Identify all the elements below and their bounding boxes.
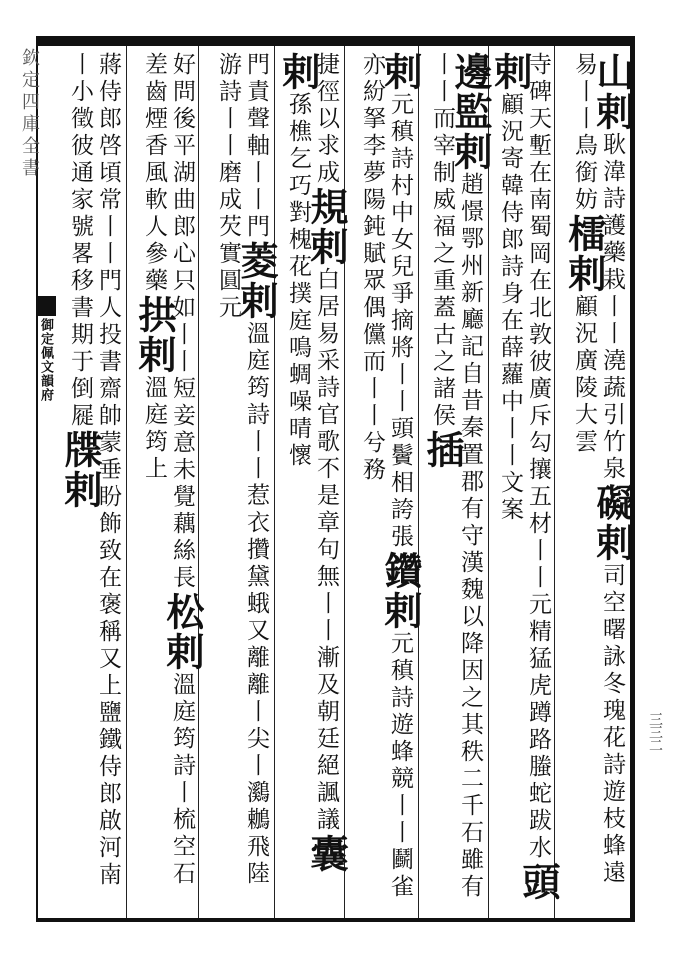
- entry-headword: 松剌: [160, 592, 205, 672]
- entry-headword: 邊監剌: [448, 52, 493, 172]
- entry-gloss: 司空曙詠冬瑰花詩遊枝蜂遠易丨丨鳥銜妨: [571, 52, 625, 887]
- page-frame-right-border: [630, 36, 635, 922]
- column-rule: [418, 46, 419, 918]
- text-column: [488, 52, 561, 912]
- column-rule: [488, 46, 489, 918]
- page-frame-bottom-border: [36, 918, 634, 922]
- text-column: [132, 52, 205, 912]
- column-rule: [126, 46, 127, 918]
- fish-tail-mark: [36, 296, 56, 316]
- text-column: [560, 52, 635, 912]
- text-column: [350, 52, 423, 912]
- entry-gloss: 捷徑以求成: [313, 52, 339, 187]
- column-rule: [554, 46, 555, 918]
- entry-gloss: 好問後平湖曲郎心只如丨丨短妾意未覺藕絲長: [169, 52, 195, 592]
- entry-gloss: 孫樵乞巧對槐花撲庭鳴蜩噪晴懷: [285, 92, 311, 470]
- source-label: 御定佩文韻府: [38, 318, 53, 402]
- text-column: [276, 52, 349, 912]
- entry-gloss: 顧況寄韓侍郎詩身在薛蘿中丨丨文案: [497, 92, 523, 524]
- column-rule: [198, 46, 199, 918]
- entry-headword: 鑽剌: [378, 551, 423, 631]
- entry-headword: 檑剌: [562, 214, 607, 294]
- page-number: 三三二: [647, 712, 663, 751]
- text-column: [420, 52, 493, 912]
- entry-gloss: 溫庭筠詩丨丨惹衣攢黛蛾又離離丨尖丨鸂鶒飛陸游詩丨丨磨成芡實圓元: [215, 52, 269, 888]
- entry-gloss: 蔣侍郎啓頃常丨丨門人投書齋帥蒙垂盼飾致在褒稱又上鹽鐵侍郎啟河南丨小徵彼通家號畧移書期于倒屣: [67, 52, 121, 889]
- margin-strip: [19, 36, 40, 676]
- entry-headword: 囊剌: [276, 52, 349, 874]
- entry-gloss: 寺碑天塹在南蜀岡在北敦彼廣斥勾攘五材丨丨元精猛虎蹲路螣蛇跋水: [525, 52, 551, 862]
- entry-gloss: 趙憬鄂州新廳記自昔秦置郡有守漢魏以降因之其秩二千石雖有丨丨而宰制威福之重蓋古之諸侯: [429, 52, 483, 901]
- entry-headword: 拱剌: [132, 295, 177, 375]
- entry-headword: 礙剌: [590, 483, 635, 563]
- entry-gloss: 顧況廣陵大雲: [571, 294, 597, 456]
- text-column: [204, 52, 279, 912]
- entry-gloss: 溫庭筠詩丨梳空石差齒煙香風軟人參藥: [141, 52, 195, 888]
- page-frame-top-border: [36, 36, 634, 46]
- text-column: [56, 52, 122, 912]
- entry-gloss: 耿湋詩護藥栽丨丨澆蔬引竹泉: [599, 132, 625, 483]
- entry-gloss: 元稹詩村中女兒爭摘將丨丨頭鬢相誇張: [387, 92, 413, 551]
- entry-headword: 剌: [378, 52, 423, 92]
- entry-headword: 頭剌: [488, 52, 561, 902]
- entry-headword: 牒剌: [58, 430, 103, 510]
- entry-gloss: 元稹詩遊蜂競丨丨鬬雀亦紛拏李夢陽鈍賦眾偶儻而丨丨兮務: [359, 52, 413, 901]
- entry-headword: 山剌: [590, 52, 635, 132]
- margin-title: 欽定四庫全書: [19, 48, 40, 180]
- entry-gloss: 白居易采詩官歌不是章句無丨丨漸及朝廷絕諷議: [313, 267, 339, 834]
- column-rule: [274, 46, 275, 918]
- column-rule: [344, 46, 345, 918]
- entry-headword: 插: [420, 430, 465, 470]
- entry-headword: 規剌: [304, 187, 349, 267]
- entry-headword: 菱剌: [234, 241, 279, 321]
- entry-gloss: 門責聲軸丨丨門: [243, 52, 269, 241]
- entry-gloss: 溫庭筠上: [141, 375, 167, 483]
